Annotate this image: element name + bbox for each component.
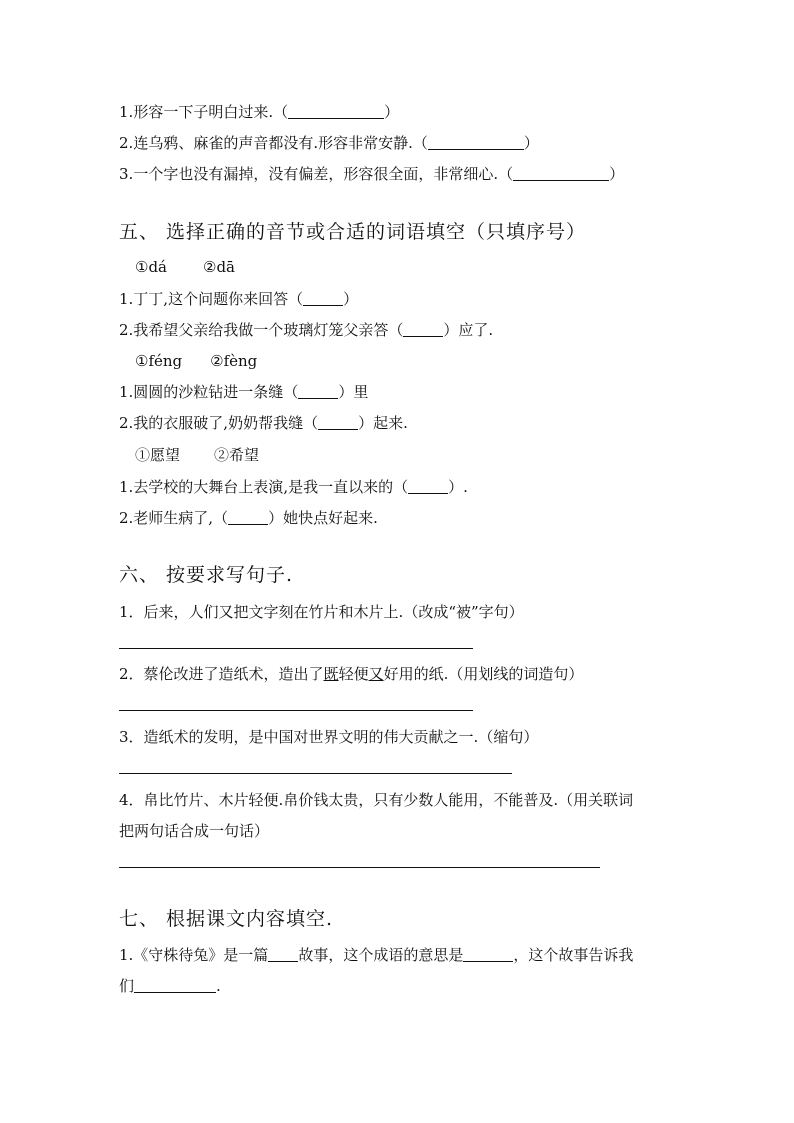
sec7-q1-line2: 们 . [119,977,221,995]
answer-blank[interactable] [228,509,268,525]
section-6-title: 六、 按要求写句子. [119,564,294,586]
section-5-title: 五、 选择正确的音节或合适的词语填空（只填序号） [119,221,587,243]
answer-blank[interactable] [463,946,513,962]
sec5-g2-q2: 2.我的衣服破了,奶奶帮我缝（ ）起来. [119,414,408,432]
answer-blank[interactable] [403,321,443,337]
sec5-g3-q2: 2.老师生病了,（ ）她快点好起来. [119,509,378,527]
answer-blank[interactable] [428,134,524,150]
answer-line[interactable] [119,648,473,649]
answer-blank[interactable] [303,290,343,306]
answer-line[interactable] [119,710,473,711]
answer-line[interactable] [119,773,512,774]
sec5-g1-q2: 2.我希望父亲给我做一个玻璃灯笼父亲答（ ）应了. [119,321,494,339]
sec5-g3-q1: 1.去学校的大舞台上表演,是我一直以来的（ ）. [119,478,468,496]
answer-line[interactable] [119,867,600,868]
sec4-q2: 2.连乌鸦、麻雀的声音都没有.形容非常安静.（ ） [119,134,539,152]
sec4-q3: 3.一个字也没有漏掉，没有偏差，形容很全面，非常细心.（ ） [119,165,625,183]
sec6-q4-line1: 4．帛比竹片、木片轻便.帛价钱太贵，只有少数人能用，不能普及.（用关联词 [119,791,634,809]
answer-blank[interactable] [268,946,298,962]
answer-blank[interactable] [134,977,216,993]
underlined-word: 既 [323,665,339,683]
sec5-g1-q1: 1.丁丁,这个问题你来回答（ ） [119,290,359,308]
sec5-g2-q1: 1.圆圆的沙粒钻进一条缝（ ）里 [119,383,369,401]
underlined-word: 又 [368,665,384,683]
options-group-3: ①愿望 ②希望 [135,446,260,464]
sec7-q1-line1: 1.《守株待兔》是一篇 故事，这个成语的意思是 ，这个故事告诉我 [119,946,634,964]
answer-blank[interactable] [298,383,338,399]
section-7-title: 七、 根据课文内容填空. [119,908,334,930]
answer-blank[interactable] [513,165,609,181]
sec4-q1: 1.形容一下子明白过来.（ ） [119,103,400,121]
sec6-q1: 1．后来，人们又把文字刻在竹片和木片上.（改成“被”字句） [119,603,524,621]
options-group-1: ①dá ②dā [135,258,235,276]
answer-blank[interactable] [288,103,384,119]
options-group-2: ①féng ②fèng [135,352,258,370]
answer-blank[interactable] [408,478,448,494]
sec6-q3: 3．造纸术的发明，是中国对世界文明的伟大贡献之一.（缩句） [119,728,539,746]
sec6-q2: 2．蔡伦改进了造纸术，造出了既轻便又好用的纸.（用划线的词造句） [119,665,584,683]
sec6-q4-line2: 把两句话合成一句话） [119,822,270,840]
answer-blank[interactable] [318,414,358,430]
